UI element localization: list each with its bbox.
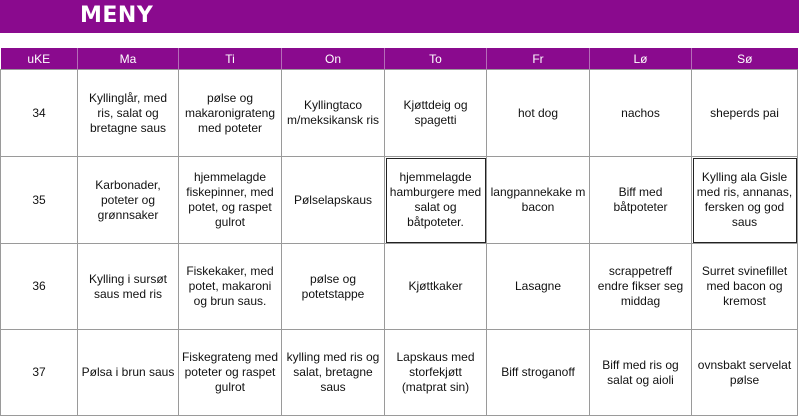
menu-cell[interactable]: Lapskaus med storfekjøtt (matprat sin) [385, 330, 487, 416]
menu-cell[interactable]: hot dog [487, 70, 590, 157]
menu-cell[interactable]: Kyllinglår, med ris, salat og bretagne saus [78, 70, 179, 157]
menu-cell[interactable]: Kyllingtaco m/meksikansk ris [282, 70, 385, 157]
menu-cell[interactable]: sheperds pai [692, 70, 798, 157]
menu-cell[interactable]: langpannekake m bacon [487, 157, 590, 244]
week-number: 34 [1, 70, 78, 157]
menu-cell[interactable]: nachos [590, 70, 692, 157]
menu-cell[interactable]: Fiskekaker, med potet, makaroni og brun saus. [179, 244, 282, 330]
menu-cell[interactable]: Kjøttdeig og spagetti [385, 70, 487, 157]
column-header-tuesday: Ti [179, 48, 282, 70]
menu-cell[interactable]: scrappetreff endre fikser seg middag [590, 244, 692, 330]
menu-cell[interactable]: Pølselapskaus [282, 157, 385, 244]
menu-cell[interactable]: ovnsbakt servelat pølse [692, 330, 798, 416]
menu-cell[interactable]: Biff med båtpoteter [590, 157, 692, 244]
menu-cell[interactable]: Kjøttkaker [385, 244, 487, 330]
menu-table [0, 48, 798, 416]
table-row [1, 244, 798, 330]
column-header-wednesday: On [282, 48, 385, 70]
menu-cell[interactable]: Lasagne [487, 244, 590, 330]
menu-cell[interactable]: Biff med ris og salat og aioli [590, 330, 692, 416]
menu-cell[interactable]: pølse og makaronigrateng med poteter [179, 70, 282, 157]
table-row [1, 157, 798, 244]
column-header-monday: Ma [78, 48, 179, 70]
menu-cell[interactable]: Surret svinefillet med bacon og kremost [692, 244, 798, 330]
header-row [1, 48, 798, 70]
column-header-sunday: Sø [692, 48, 798, 70]
table-row [1, 330, 798, 416]
column-header-week: uKE [1, 48, 78, 70]
menu-cell[interactable]: Pølsa i brun saus [78, 330, 179, 416]
week-number: 35 [1, 157, 78, 244]
week-number: 36 [1, 244, 78, 330]
column-header-thursday: To [385, 48, 487, 70]
menu-cell[interactable]: hjemmelagde hamburgere med salat og båtpoteter. [385, 157, 487, 244]
menu-cell[interactable]: pølse og potetstappe [282, 244, 385, 330]
column-header-friday: Fr [487, 48, 590, 70]
menu-cell[interactable]: Kylling ala Gisle med ris, annanas, fersken og god saus [692, 157, 798, 244]
menu-cell[interactable]: Biff stroganoff [487, 330, 590, 416]
menu-cell[interactable]: hjemmelagde fiskepinner, med potet, og raspet gulrot [179, 157, 282, 244]
page-title: MENY [80, 3, 154, 28]
menu-cell[interactable]: kylling med ris og salat, bretagne saus [282, 330, 385, 416]
menu-cell[interactable]: Kylling i sursøt saus med ris [78, 244, 179, 330]
menu-cell[interactable]: Fiskegrateng med poteter og raspet gulrot [179, 330, 282, 416]
table-row [1, 70, 798, 157]
week-number: 37 [1, 330, 78, 416]
column-header-saturday: Lø [590, 48, 692, 70]
menu-cell[interactable]: Karbonader, poteter og grønnsaker [78, 157, 179, 244]
